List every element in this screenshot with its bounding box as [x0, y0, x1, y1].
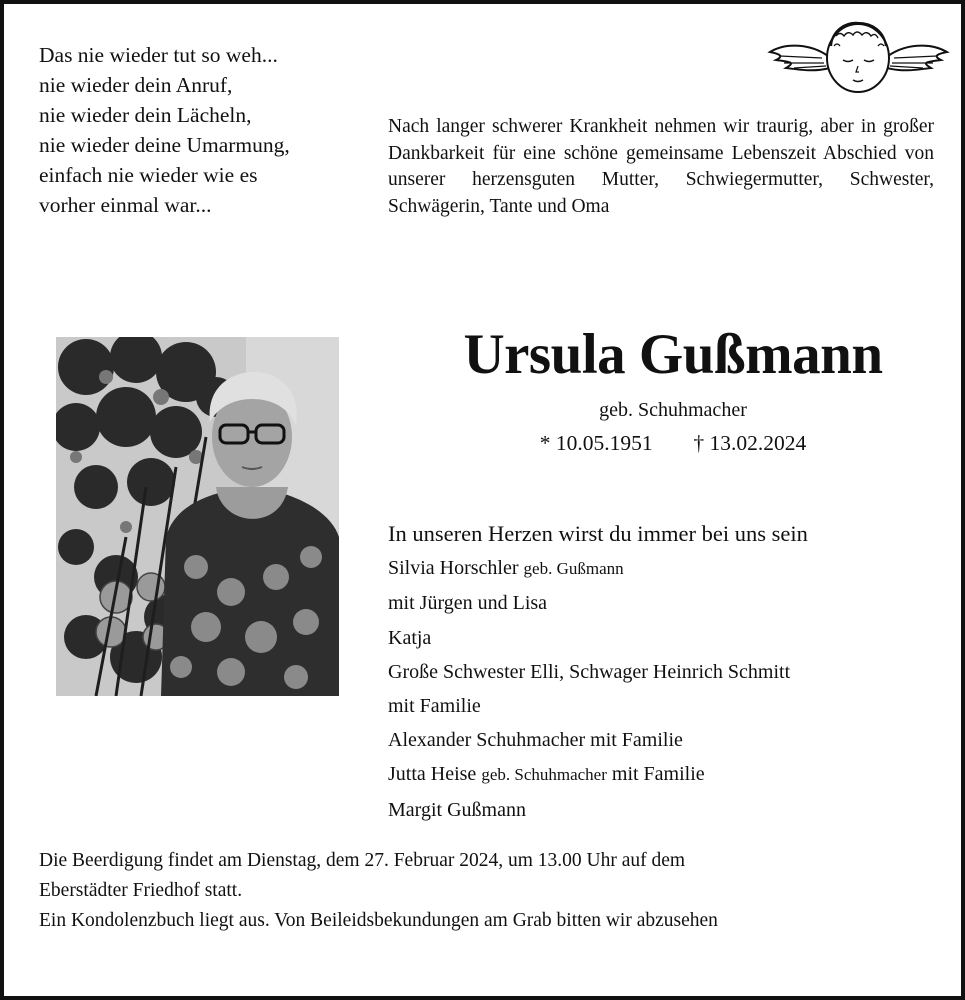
- mourner-line: Margit Gußmann: [388, 798, 526, 821]
- birth-date: 10.05.1951: [555, 431, 653, 455]
- poem-line: einfach nie wieder wie es: [39, 163, 258, 187]
- poem-line: nie wieder dein Anruf,: [39, 73, 233, 97]
- life-dates: [388, 428, 958, 458]
- poem-line: nie wieder dein Lächeln,: [39, 103, 252, 127]
- mourner-line: Große Schwester Elli, Schwager Heinrich Schmitt: [388, 660, 791, 683]
- mourners-headline: In unseren Herzen wirst du immer bei uns sein: [388, 521, 808, 546]
- mourners-list: [388, 517, 808, 827]
- winged-cherub-icon: [766, 16, 951, 96]
- mourner-line: mit Jürgen und Lisa: [388, 592, 548, 615]
- mourner-line: [388, 551, 808, 586]
- birth-star-icon: *: [539, 431, 551, 455]
- mourner-name: Silvia Horschler: [388, 557, 519, 580]
- mourner-suffix: mit Familie: [611, 763, 705, 786]
- death-date: 13.02.2024: [709, 431, 807, 455]
- mourner-line: mit Familie: [388, 695, 481, 718]
- mourner-line: Katja: [388, 626, 432, 649]
- funeral-info: [39, 846, 718, 936]
- maiden-name: geb. Schuhmacher: [599, 399, 747, 421]
- intro-text: Nach langer schwerer Krankheit nehmen wir traurig, aber in großer Dankbarkeit für eine schöne gemeinsame Lebenszeit Abschied von unserer herzensguten Mutter, Schwiegermutter, Schwester, Schwägerin, Tante und Oma: [388, 116, 934, 217]
- mourner-name: Jutta Heise: [388, 763, 477, 786]
- funeral-line: Die Beerdigung findet am Dienstag, dem 27. Februar 2024, um 13.00 Uhr auf dem: [39, 850, 686, 871]
- mourner-maiden-name: geb. Schuhmacher: [481, 765, 607, 785]
- mourner-line: Alexander Schuhmacher mit Familie: [388, 729, 683, 752]
- deceased-name: Ursula Gußmann: [463, 323, 883, 386]
- funeral-line: Eberstädter Friedhof statt.: [39, 880, 243, 901]
- poem-line: nie wieder deine Umarmung,: [39, 133, 290, 157]
- death-cross-icon: †: [693, 431, 705, 455]
- poem-line: Das nie wieder tut so weh...: [39, 43, 278, 67]
- poem: [39, 40, 290, 220]
- portrait-photo: [56, 337, 339, 696]
- poem-line: vorher einmal war...: [39, 193, 212, 217]
- funeral-line: Ein Kondolenzbuch liegt aus. Von Beileidsbekundungen am Grab bitten wir abzusehen: [39, 910, 718, 931]
- mourner-line: [388, 757, 808, 792]
- mourner-maiden-name: geb. Gußmann: [523, 559, 624, 579]
